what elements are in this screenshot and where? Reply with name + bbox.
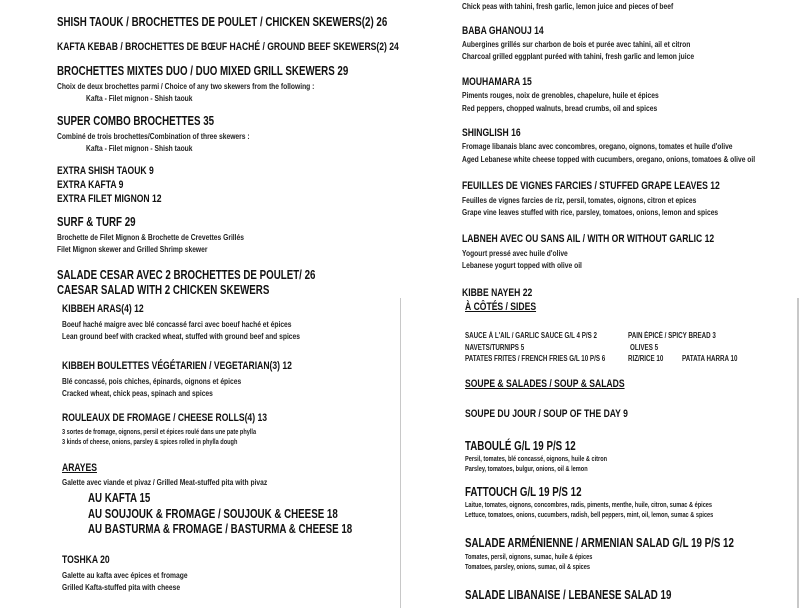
item-armenian-fr: Tomates, persil, oignons, sumac, huile & épices: [465, 552, 593, 561]
item-taboule-fr: Persil, tomates, blé concassé, oignons, huile & citron: [465, 454, 608, 463]
item-arayes-option: AU KAFTA 15: [88, 491, 151, 505]
second-page-border: [400, 298, 799, 608]
item-extra: EXTRA KAFTA 9: [57, 179, 124, 191]
item-baba-title: BABA GHANOUJ 14: [462, 25, 544, 37]
item-labneh-title: LABNEH AVEC OU SANS AIL / WITH OR WITHOUT GARLIC 12: [462, 233, 715, 245]
item-labneh-en: Lebanese yogurt topped with olive oil: [462, 260, 582, 270]
item-rolls-en: 3 kinds of cheese, onions, parsley & spices rolled in phylla dough: [62, 437, 238, 446]
side-olives: OLIVES 5: [630, 343, 659, 352]
item-duo-title: BROCHETTES MIXTES DUO / DUO MIXED GRILL SKEWERS 29: [57, 64, 349, 78]
item-combo-title: SUPER COMBO BROCHETTES 35: [57, 114, 215, 128]
item-lebanese-salad-title: SALADE LIBANAISE / LEBANESE SALAD 19: [465, 588, 672, 602]
item-feuilles-title: FEUILLES DE VIGNES FARCIES / STUFFED GRAPE LEAVES 12: [462, 180, 720, 192]
item-extra: EXTRA SHISH TAOUK 9: [57, 165, 154, 177]
item-mouhamara-fr: Piments rouges, noix de grenobles, chapelure, huile et épices: [462, 90, 659, 100]
item-armenian-title: SALADE ARMÉNIENNE / ARMENIAN SALAD G/L 19 P/S 12: [465, 536, 734, 550]
side-turnips: NAVETS/TURNIPS 5: [465, 343, 525, 352]
item-arayes-option: AU SOUJOUK & FROMAGE / SOUJOUK & CHEESE 18: [88, 507, 338, 521]
side-patata-harra: PATATA HARRA 10: [682, 354, 738, 363]
side-rice: RIZ/RICE 10: [628, 354, 664, 363]
item-mouhamara-title: MOUHAMARA 15: [462, 76, 532, 88]
item-kibbeh-veg-title: KIBBEH BOULETTES VÉGÉTARIEN / VEGETARIAN(3) 12: [62, 360, 292, 372]
item-armenian-en: Tomatoes, parsley, onions, sumac, oil & spices: [465, 562, 591, 571]
item-arayes-option: AU BASTURMA & FROMAGE / BASTURMA & CHEESE 18: [88, 522, 353, 536]
item-fattouch-title: FATTOUCH G/L 19 P/S 12: [465, 485, 582, 499]
item-surf-en: Filet Mignon skewer and Grilled Shrimp skewer: [57, 244, 208, 254]
item-rolls-fr: 3 sortes de fromage, oignons, persil et épices roulé dans une pate phylla: [62, 427, 257, 436]
item-kibbeh-aras-fr: Boeuf haché maigre avec blé concassé farci avec boeuf haché et épices: [62, 319, 292, 329]
item-combo-options: Kafta - Filet mignon - Shish taouk: [86, 143, 193, 153]
item-shinglish-fr: Fromage libanais blanc avec concombres, oregano, oignons, tomates et huile d'olive: [462, 141, 733, 151]
side-french-fries: PATATES FRITES / FRENCH FRIES G/L 10 P/S 6: [465, 354, 606, 363]
item-kibbe-nayeh: KIBBE NAYEH 22: [462, 287, 533, 299]
item-toshka-en: Grilled Kafta-stuffed pita with cheese: [62, 582, 181, 592]
item-shinglish-title: SHINGLISH 16: [462, 127, 521, 139]
section-soups-salads-title: SOUPE & SALADES / SOUP & SALADS: [465, 378, 625, 390]
item-rolls-title: ROULEAUX DE FROMAGE / CHEESE ROLLS(4) 13: [62, 412, 267, 424]
section-arayes-title: ARAYES: [62, 462, 97, 474]
item-shish-taouk: SHISH TAOUK / BROCHETTES DE POULET / CHICKEN SKEWERS(2) 26: [57, 15, 388, 29]
item-baba-fr: Aubergines grillés sur charbon de bois et purée avec tahini, ail et citron: [462, 39, 691, 49]
item-kibbeh-veg-fr: Blé concassé, pois chiches, épinards, oignons et épices: [62, 376, 242, 386]
item-surf-title: SURF & TURF 29: [57, 215, 136, 229]
item-surf-fr: Brochette de Filet Mignon & Brochette de Crevettes Grillés: [57, 232, 244, 242]
item-combo-desc: Combiné de trois brochettes/Combination of three skewers :: [57, 131, 250, 141]
item-extra: EXTRA FILET MIGNON 12: [57, 193, 162, 205]
item-toshka-fr: Galette au kafta avec épices et fromage: [62, 570, 188, 580]
item-cesar-line2: CAESAR SALAD WITH 2 CHICKEN SKEWERS: [57, 283, 270, 297]
item-arayes-desc: Galette avec viande et pivaz / Grilled Meat-stuffed pita with pivaz: [62, 477, 268, 487]
item-cesar-line1: SALADE CESAR AVEC 2 BROCHETTES DE POULET/ 26: [57, 268, 316, 282]
item-fattouch-en: Lettuce, tomatoes, onions, cucumbers, radish, bell peppers, mint, oil, lemon, sumac & spices: [465, 510, 714, 519]
item-kibbeh-aras-title: KIBBEH ARAS(4) 12: [62, 303, 144, 315]
side-garlic-sauce: SAUCE À L'AIL / GARLIC SAUCE G/L 4 P/S 2: [465, 331, 597, 340]
item-duo-options: Kafta - Filet mignon - Shish taouk: [86, 93, 193, 103]
item-kibbeh-aras-en: Lean ground beef with cracked wheat, stuffed with ground beef and spices: [62, 331, 300, 341]
item-feuilles-fr: Feuilles de vignes farcies de riz, persil, tomates, oignons, citron et epices: [462, 195, 697, 205]
item-toshka-title: TOSHKA 20: [62, 554, 110, 566]
side-spicy-bread: PAIN ÉPICÉ / SPICY BREAD 3: [628, 331, 716, 340]
section-sides-title: À CÔTÉS / SIDES: [465, 301, 537, 313]
item-taboule-title: TABOULÉ G/L 19 P/S 12: [465, 439, 576, 453]
item-shinglish-en: Aged Lebanese white cheese topped with cucumbers, oregano, onions, tomatoes & olive oil: [462, 154, 756, 164]
item-fattouch-fr: Laitue, tomates, oignons, concombres, radis, piments, menthe, huile, citron, sumac & épices: [465, 500, 713, 509]
item-labneh-fr: Yogourt pressé avec huile d'olive: [462, 248, 568, 258]
item-baba-en: Charcoal grilled eggplant puréed with tahini, fresh garlic and lemon juice: [462, 51, 695, 61]
item-kibbeh-veg-en: Cracked wheat, chick peas, spinach and spices: [62, 388, 213, 398]
item-duo-desc: Choix de deux brochettes parmi / Choice of any two skewers from the following :: [57, 81, 315, 91]
item-soup-of-the-day: SOUPE DU JOUR / SOUP OF THE DAY 9: [465, 408, 628, 420]
item-feuilles-en: Grape vine leaves stuffed with rice, parsley, tomatoes, onions, lemon and spices: [462, 207, 719, 217]
item-kafta-kebab: KAFTA KEBAB / BROCHETTES DE BŒUF HACHÉ / GROUND BEEF SKEWERS(2) 24: [57, 41, 399, 53]
item-mouhamara-en: Red peppers, chopped walnuts, bread crumbs, oil and spices: [462, 103, 658, 113]
item-taboule-en: Parsley, tomatoes, bulgur, onions, oil & lemon: [465, 464, 588, 473]
item-hummus-en: Chick peas with tahini, fresh garlic, lemon juice and pieces of beef: [462, 1, 674, 11]
